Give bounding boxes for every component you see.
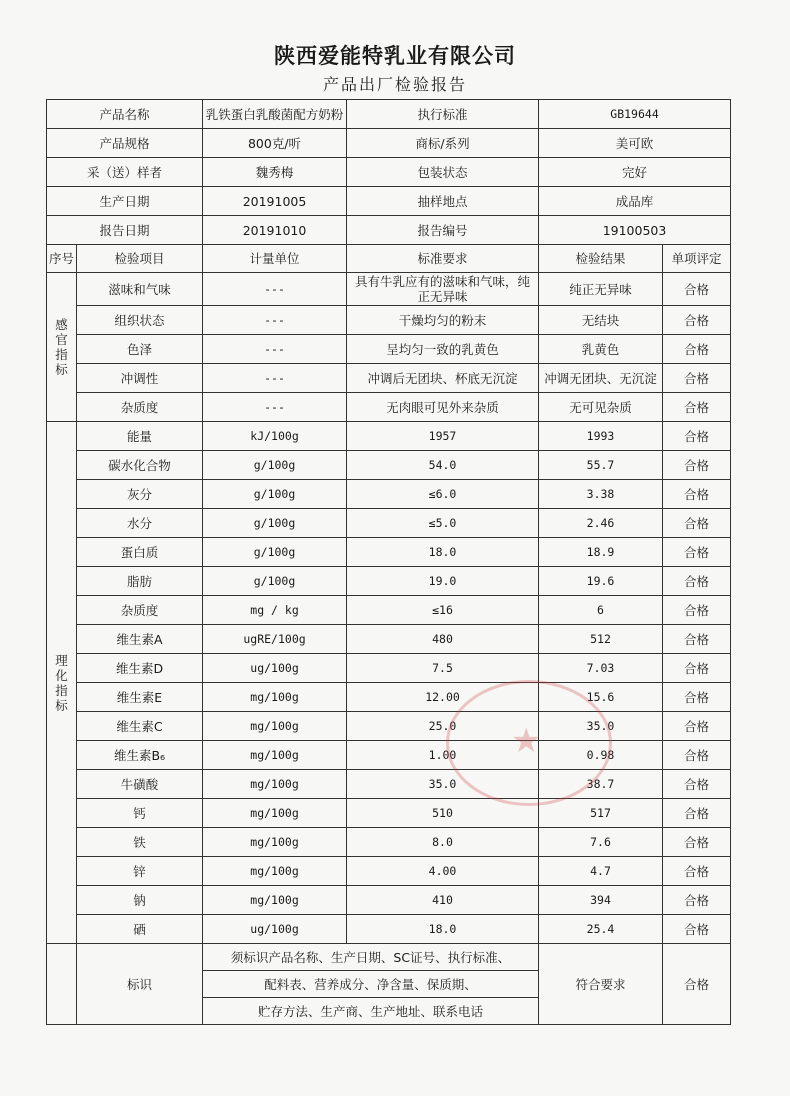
labeling-row [47,944,731,971]
unit-cell: --- [203,335,347,364]
brand-value: 美可欧 [539,129,731,158]
labeling-requirement-line: 配料表、营养成分、净含量、保质期、 [203,971,539,998]
result-cell: 4.7 [539,857,663,886]
table-row [47,538,731,567]
requirement-cell: 无肉眼可见外来杂质 [347,393,539,422]
report-date-value: 20191010 [203,216,347,245]
verdict-cell: 合格 [663,741,731,770]
info-row [47,216,731,245]
item-cell: 硒 [77,915,203,944]
verdict-cell: 合格 [663,886,731,915]
item-cell: 牛磺酸 [77,770,203,799]
star-icon: ★ [511,721,542,761]
unit-cell: g/100g [203,480,347,509]
table-row [47,422,731,451]
unit-cell: --- [203,393,347,422]
table-row [47,480,731,509]
report-no-label: 报告编号 [347,216,539,245]
requirement-cell: 19.0 [347,567,539,596]
site-label: 抽样地点 [347,187,539,216]
requirement-cell: 480 [347,625,539,654]
verdict-cell: 合格 [663,625,731,654]
table-row [47,625,731,654]
report-date-label: 报告日期 [47,216,203,245]
package-value: 完好 [539,158,731,187]
spec-value: 800克/听 [203,129,347,158]
result-cell: 冲调无团块、无沉淀 [539,364,663,393]
info-row [47,187,731,216]
table-row [47,828,731,857]
result-cell: 无结块 [539,306,663,335]
requirement-cell: 510 [347,799,539,828]
requirement-cell: 干燥均匀的粉末 [347,306,539,335]
table-row [47,886,731,915]
item-cell: 维生素A [77,625,203,654]
item-cell: 色泽 [77,335,203,364]
result-cell: 512 [539,625,663,654]
item-cell: 杂质度 [77,596,203,625]
verdict-cell: 合格 [663,306,731,335]
info-row [47,129,731,158]
requirement-cell: 4.00 [347,857,539,886]
requirement-cell: 12.00 [347,683,539,712]
prod-date-value: 20191005 [203,187,347,216]
item-cell: 维生素C [77,712,203,741]
table-row [47,712,731,741]
result-cell: 35.0 [539,712,663,741]
brand-label: 商标/系列 [347,129,539,158]
result-cell: 无可见杂质 [539,393,663,422]
sampler-label: 采（送）样者 [47,158,203,187]
requirement-cell: 18.0 [347,915,539,944]
site-value: 成品库 [539,187,731,216]
item-cell: 水分 [77,509,203,538]
item-cell: 组织状态 [77,306,203,335]
item-cell: 维生素E [77,683,203,712]
col-requirement: 标准要求 [347,245,539,273]
item-cell: 碳水化合物 [77,451,203,480]
table-row [47,654,731,683]
result-cell: 55.7 [539,451,663,480]
verdict-cell: 合格 [663,770,731,799]
requirement-cell: 18.0 [347,538,539,567]
result-cell: 15.6 [539,683,663,712]
product-name-value: 乳铁蛋白乳酸菌配方奶粉 [203,100,347,129]
requirement-cell: 呈均匀一致的乳黄色 [347,335,539,364]
verdict-cell: 合格 [663,915,731,944]
col-unit: 计量单位 [203,245,347,273]
requirement-cell: ≤16 [347,596,539,625]
table-row [47,915,731,944]
item-cell: 锌 [77,857,203,886]
unit-cell: mg/100g [203,741,347,770]
standard-label: 执行标准 [347,100,539,129]
requirement-cell: 410 [347,886,539,915]
labeling-requirement-line: 贮存方法、生产商、生产地址、联系电话 [203,998,539,1025]
prod-date-label: 生产日期 [47,187,203,216]
unit-cell: ug/100g [203,654,347,683]
col-item: 检验项目 [77,245,203,273]
verdict-cell: 合格 [663,799,731,828]
item-cell: 铁 [77,828,203,857]
item-cell: 冲调性 [77,364,203,393]
result-cell: 517 [539,799,663,828]
package-label: 包装状态 [347,158,539,187]
sensory-section [47,273,731,422]
result-cell: 0.98 [539,741,663,770]
item-cell: 能量 [77,422,203,451]
result-cell: 25.4 [539,915,663,944]
inspection-table [46,99,731,1025]
table-row [47,364,731,393]
item-cell: 杂质度 [77,393,203,422]
requirement-cell: 25.0 [347,712,539,741]
labeling-result: 符合要求 [539,944,663,1025]
result-cell: 19.6 [539,567,663,596]
table-row [47,770,731,799]
item-cell: 灰分 [77,480,203,509]
requirement-cell: 具有牛乳应有的滋味和气味，纯正无异味 [347,273,539,306]
category-label: 感 官 指 标 [47,273,77,422]
table-row [47,741,731,770]
unit-cell: g/100g [203,451,347,480]
table-row [47,273,731,306]
result-cell: 18.9 [539,538,663,567]
unit-cell: mg/100g [203,683,347,712]
verdict-cell: 合格 [663,712,731,741]
table-row [47,567,731,596]
requirement-cell: 35.0 [347,770,539,799]
verdict-cell: 合格 [663,828,731,857]
result-cell: 7.6 [539,828,663,857]
unit-cell: mg/100g [203,857,347,886]
unit-cell: ugRE/100g [203,625,347,654]
unit-cell: --- [203,306,347,335]
sampler-value: 魏秀梅 [203,158,347,187]
verdict-cell: 合格 [663,273,731,306]
category-label: 理 化 指 标 [47,422,77,944]
item-cell: 钠 [77,886,203,915]
requirement-cell: 54.0 [347,451,539,480]
info-row [47,158,731,187]
unit-cell: kJ/100g [203,422,347,451]
table-row [47,596,731,625]
table-row [47,799,731,828]
verdict-cell: 合格 [663,683,731,712]
col-result: 检验结果 [539,245,663,273]
verdict-cell: 合格 [663,538,731,567]
result-cell: 394 [539,886,663,915]
verdict-cell: 合格 [663,857,731,886]
table-row [47,335,731,364]
requirement-cell: 冲调后无团块、杯底无沉淀 [347,364,539,393]
info-row [47,100,731,129]
physchem-section [47,422,731,944]
table-row [47,451,731,480]
labeling-requirement-line: 须标识产品名称、生产日期、SC证号、执行标准、 [203,944,539,971]
report-title: 产品出厂检验报告 [322,75,467,94]
item-cell: 蛋白质 [77,538,203,567]
unit-cell: mg/100g [203,886,347,915]
result-cell: 2.46 [539,509,663,538]
labeling-seq [47,944,77,1025]
verdict-cell: 合格 [663,596,731,625]
company-name: 陕西爱能特乳业有限公司 [274,44,516,68]
labeling-item: 标识 [77,944,203,1025]
result-cell: 纯正无异味 [539,273,663,306]
verdict-cell: 合格 [663,480,731,509]
table-row [47,393,731,422]
product-name-label: 产品名称 [47,100,203,129]
verdict-cell: 合格 [663,393,731,422]
verdict-cell: 合格 [663,451,731,480]
labeling-section [47,944,731,1025]
result-cell: 3.38 [539,480,663,509]
unit-cell: --- [203,364,347,393]
unit-cell: --- [203,273,347,306]
table-row [47,509,731,538]
unit-cell: mg/100g [203,770,347,799]
verdict-cell: 合格 [663,335,731,364]
unit-cell: g/100g [203,538,347,567]
unit-cell: mg / kg [203,596,347,625]
result-cell: 7.03 [539,654,663,683]
requirement-cell: 1.00 [347,741,539,770]
spec-label: 产品规格 [47,129,203,158]
labeling-verdict: 合格 [663,944,731,1025]
unit-cell: mg/100g [203,828,347,857]
requirement-cell: ≤5.0 [347,509,539,538]
item-cell: 脂肪 [77,567,203,596]
requirement-cell: 1957 [347,422,539,451]
table-row [47,857,731,886]
col-verdict: 单项评定 [663,245,731,273]
item-cell: 滋味和气味 [77,273,203,306]
item-cell: 钙 [77,799,203,828]
unit-cell: g/100g [203,567,347,596]
report-no-value: 19100503 [539,216,731,245]
verdict-cell: 合格 [663,654,731,683]
unit-cell: g/100g [203,509,347,538]
standard-value: GB19644 [539,100,731,129]
unit-cell: mg/100g [203,799,347,828]
item-cell: 维生素B₆ [77,741,203,770]
col-seq: 序号 [47,245,77,273]
verdict-cell: 合格 [663,364,731,393]
requirement-cell: 8.0 [347,828,539,857]
verdict-cell: 合格 [663,422,731,451]
table-row [47,306,731,335]
table-row [47,683,731,712]
result-cell: 38.7 [539,770,663,799]
result-cell: 6 [539,596,663,625]
requirement-cell: ≤6.0 [347,480,539,509]
result-cell: 1993 [539,422,663,451]
column-header-row [47,245,731,273]
unit-cell: ug/100g [203,915,347,944]
verdict-cell: 合格 [663,509,731,538]
requirement-cell: 7.5 [347,654,539,683]
verdict-cell: 合格 [663,567,731,596]
unit-cell: mg/100g [203,712,347,741]
result-cell: 乳黄色 [539,335,663,364]
item-cell: 维生素D [77,654,203,683]
